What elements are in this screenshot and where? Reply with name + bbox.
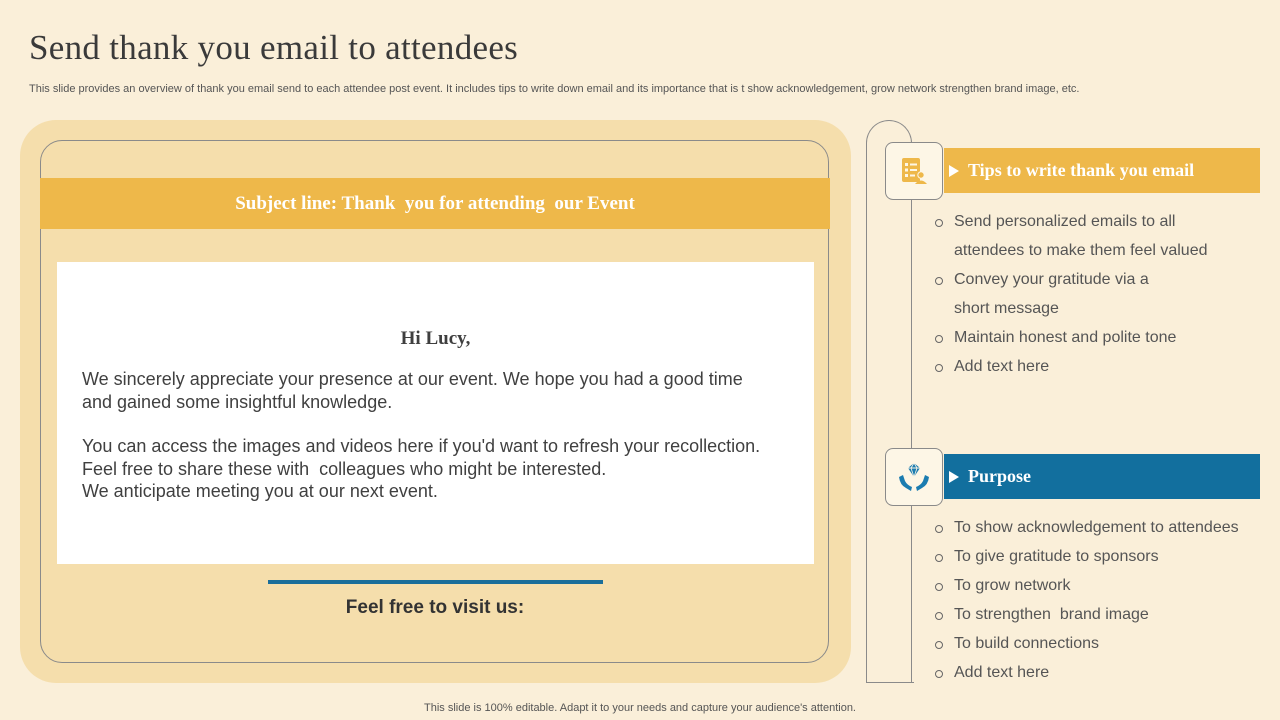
purpose-heading: Purpose: [968, 466, 1031, 486]
hands-diamond-icon: [897, 460, 931, 494]
document-checklist-icon: [899, 156, 929, 186]
subject-line-text: Subject line: Thank you for attending our Event: [235, 192, 635, 214]
purpose-list: [935, 513, 1239, 687]
circle-bullet-icon: [935, 335, 943, 343]
tips-header: [944, 148, 1260, 193]
list-item-continuation: short message: [954, 300, 1059, 317]
list-item: To give gratitude to sponsors: [935, 542, 1239, 571]
circle-bullet-icon: [935, 525, 943, 533]
circle-bullet-icon: [935, 277, 943, 285]
slide-subtitle: This slide provides an overview of thank you email send to each attendee post event. It includes tips to write down email and its importance that is t show acknowledgement, grow network strengthen brand image, etc.: [29, 83, 1080, 95]
email-greeting: Hi Lucy,: [400, 328, 471, 349]
triangle-right-icon: [949, 165, 959, 177]
tips-heading: Tips to write thank you email: [968, 160, 1195, 180]
circle-bullet-icon: [935, 583, 943, 591]
visit-us-label: Feel free to visit us:: [345, 597, 525, 618]
circle-bullet-icon: [935, 554, 943, 562]
circle-bullet-icon: [935, 219, 943, 227]
circle-bullet-icon: [935, 641, 943, 649]
purpose-icon-box: [885, 448, 943, 506]
email-paragraph-1: [82, 368, 802, 413]
slide-title: Send thank you email to attendees: [29, 28, 519, 67]
slide-footer: This slide is 100% editable. Adapt it to your needs and capture your audience's attention.: [424, 702, 856, 714]
circle-bullet-icon: [935, 612, 943, 620]
email-body: [57, 262, 814, 564]
triangle-right-icon: [949, 471, 959, 483]
tips-list: [935, 207, 1208, 381]
subject-line-bar: [40, 178, 830, 229]
list-item: Add text here: [935, 658, 1239, 687]
list-item: Convey your gratitude via a: [935, 265, 1208, 294]
email-line: You can access the images and videos here if you'd want to refresh your recollection.: [82, 436, 761, 456]
list-item: To grow network: [935, 571, 1239, 600]
list-item: To build connections: [935, 629, 1239, 658]
purpose-header: [944, 454, 1260, 499]
divider-line: [268, 580, 603, 584]
timeline-connector: [866, 120, 912, 683]
tips-icon-box: [885, 142, 943, 200]
list-item-continuation: attendees to make them feel valued: [954, 242, 1208, 259]
list-item: To show acknowledgement to attendees: [935, 513, 1239, 542]
list-item: To strengthen brand image: [935, 600, 1239, 629]
timeline-connector-end: [866, 682, 914, 683]
email-line: We anticipate meeting you at our next event.: [82, 481, 438, 501]
email-paragraph-2: [82, 435, 802, 503]
circle-bullet-icon: [935, 364, 943, 372]
list-item: Send personalized emails to all: [935, 207, 1208, 236]
list-item: Add text here: [935, 352, 1208, 381]
list-item: Maintain honest and polite tone: [935, 323, 1208, 352]
email-line: and gained some insightful knowledge.: [82, 391, 393, 412]
email-line: Feel free to share these with colleagues who might be interested.: [82, 458, 607, 479]
circle-bullet-icon: [935, 670, 943, 678]
email-line: We sincerely appreciate your presence at our event. We hope you had a good time: [82, 369, 743, 389]
